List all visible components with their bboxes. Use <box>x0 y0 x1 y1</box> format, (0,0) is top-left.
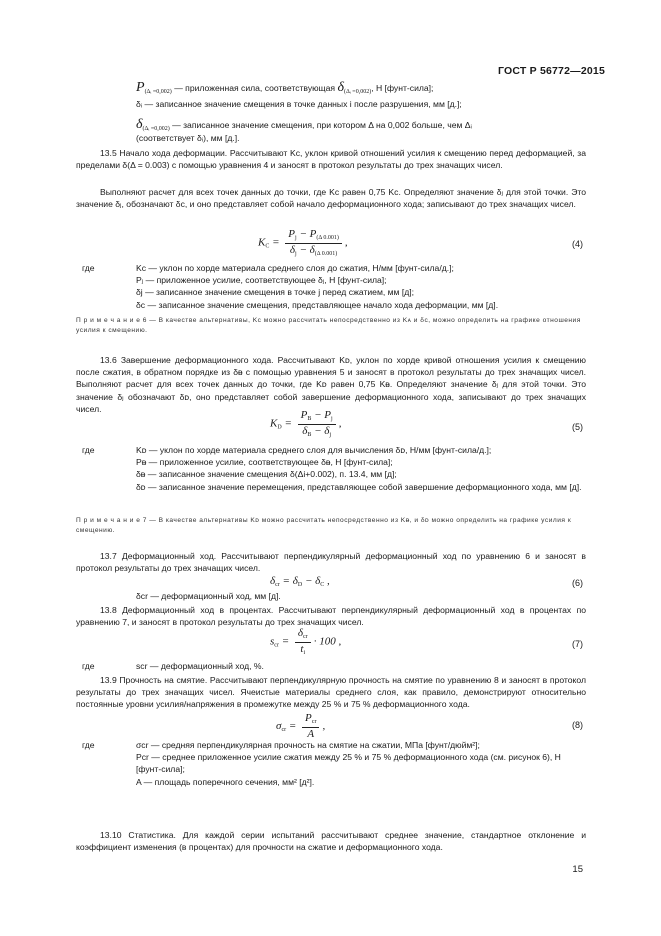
para-13-5-2: Выполняют расчет для всех точек данных до точки, где Kc равен 0,75 Kc. Определяют значение δⱼ для этой точки. Это значение δⱼ, обозначают δc, и оно представляет собой начало деформационного хода; записывают до трех значащих чисел. <box>76 187 586 210</box>
definitions-13-9 <box>136 739 586 788</box>
definition-13-7: δcr — деформационный ход, мм [д]. <box>136 591 281 601</box>
equation-7: $s_{cr}$ = $\frac{\delta_{cr}}{t_i}$ · 100 , <box>270 627 342 656</box>
equation-8-number: (8) <box>572 720 583 730</box>
para-13-8-1: 13.8 Деформационный ход в процентах. Рассчитывают перпендикулярный деформационный ход в процентах по уравнению 7, и заносят в протокол результаты до трех значащих чисел. <box>76 605 586 628</box>
para-13-10-1: 13.10 Статистика. Для каждой серии испытаний рассчитывают среднее значение, стандартное отклонение и коэффициент изменения (в процентах) для прочности на сжатие и деформационного хода. <box>76 830 586 853</box>
note-6: П р и м е ч а н и е 6 — В качестве альтернативы, Kc можно рассчитать непосредственно из Kᴀ и δc, можно определить на графике отношения усилия к смещению. <box>76 317 581 335</box>
para-13-6-1: 13.6 Завершение деформационного хода. Рассчитывают Kᴅ, уклон по хорде кривой отношения усилия к смещению после сжатия, в обратном порядке из δᴃ с помощью уравнения 5 и заносят в протокол результаты до трех значащих чисел. Выполняют расчет для всех точек данных до точки, где Kᴅ равен 0,75 Kᴃ. Определяют значение δⱼ для этой точки. Это значение δⱼ обозначают δᴅ, оно представляет собой завершение деформационного хода, записывают до трех значащих чисел. <box>76 355 586 414</box>
where-label: где <box>82 661 95 671</box>
document-header: ГОСТ Р 56772—2015 <box>497 65 605 77</box>
para-13-7-1: 13.7 Деформационный ход. Рассчитывают перпендикулярный деформационный ход по уравнению 6 и заносят в протокол результаты до трех значащих чисел. <box>76 551 586 574</box>
equation-8: $\sigma_{cr}$ = $\frac{P_{cr}}{A}$ , <box>276 712 326 740</box>
top-def-3: $\delta_{(\Delta ᵢ =0,002)}$ — записанное значение смещения, при котором Δ на 0,002 больше, чем Δᵢ <box>136 117 472 132</box>
definition: A — площадь поперечного сечения, мм² [д²]. <box>136 776 315 787</box>
definition: δj — записанное значение смещения в точке j перед сжатием, мм [д]; <box>136 287 415 298</box>
definition: Kc — уклон по хорде материала среднего слоя до сжатия, Н/мм [фунт-сила/д.]; <box>136 263 454 273</box>
definition: δᴃ — записанное значение смещения δ(Δi+0.002), п. 13.4, мм [д]; <box>136 469 397 480</box>
equation-7-number: (7) <box>572 639 583 649</box>
top-def-4: (соответствует δᵢ), мм [д.]. <box>136 133 240 143</box>
definition: Pcr — среднее приложенное усилие сжатия между 25 % и 75 % деформационного хода (см. рисунок 6), Н [фунт-сила]; <box>136 752 561 775</box>
equation-4-number: (4) <box>572 239 583 249</box>
top-def-2: δᵢ — записанное значение смещения в точке данных i после разрушения, мм [д.]; <box>136 99 462 109</box>
definition: σcr — средняя перпендикулярная прочность на смятие на сжатии, МПа [фунт/дюйм²]; <box>136 740 480 750</box>
definition: Pᴃ — приложенное усилие, соответствующее δᴃ, Н [фунт-сила]; <box>136 457 393 468</box>
equation-6: $\delta_{cr} = \delta_D - \delta_C$ , <box>270 575 330 588</box>
definitions-13-5 <box>136 262 586 311</box>
equation-6-number: (6) <box>572 578 583 588</box>
definitions-13-6 <box>136 444 586 493</box>
where-label: где <box>82 263 95 273</box>
equation-5-number: (5) <box>572 422 583 432</box>
definition: δc — записанное значение смещения, представляющее начало хода деформации, мм [д]. <box>136 299 499 310</box>
definition: Kᴅ — уклон по хорде материала среднего слоя для вычисления δᴅ, Н/мм [фунт-сила/д.]; <box>136 445 492 455</box>
equation-4: $K_C$ = $\frac{P_j - P_{(\Delta 0.001)}}{\delta_j - \delta_{(\Delta 0.001)}}$ , <box>258 228 348 257</box>
page-number: 15 <box>572 864 583 875</box>
equation-5: $K_D$ = $\frac{P_B - P_j}{\delta_B - \delta_j}$ , <box>270 409 342 438</box>
definition: Pⱼ — приложенное усилие, соответствующее δⱼ, Н [фунт-сила]; <box>136 275 387 286</box>
where-label: где <box>82 445 95 455</box>
top-def-1: $P_{(\Delta ᵢ =0,002)}$ — приложенная сила, соответствующая $\delta_{(\Delta ᵢ =0,002)}$, Н [фунт-сила]; <box>136 80 434 95</box>
para-13-5-1: 13.5 Начало хода деформации. Рассчитывают Kc, уклон кривой отношений усилия к смещению перед деформацией, за пределами δ(Δ = 0.003) с помощью уравнения 4 и заносят в протокол результаты до трех значащих чисел. <box>76 148 586 171</box>
definition: δᴅ — записанное значение перемещения, представляющее собой завершение деформационного хода, мм [д]. <box>136 481 582 492</box>
note-7: П р и м е ч а н и е 7 — В качестве альтернативы Kᴅ можно рассчитать непосредственно из Kᴃ, и δᴅ можно определить на графике усилия к смещению. <box>76 517 572 535</box>
para-13-9-1: 13.9 Прочность на смятие. Рассчитывают перпендикулярную прочность на смятие по уравнению 8 и заносят в протокол результаты до трех значащих чисел. Ячеистые материалы среднего слоя, как правило, демонстрируют относительно постоянные уровни усилия/напряжения в промежутке между 25 % и 75 % деформационного хода. <box>76 675 586 710</box>
where-label: где <box>82 740 95 750</box>
definition-13-8: scr — деформационный ход, %. <box>136 661 264 671</box>
